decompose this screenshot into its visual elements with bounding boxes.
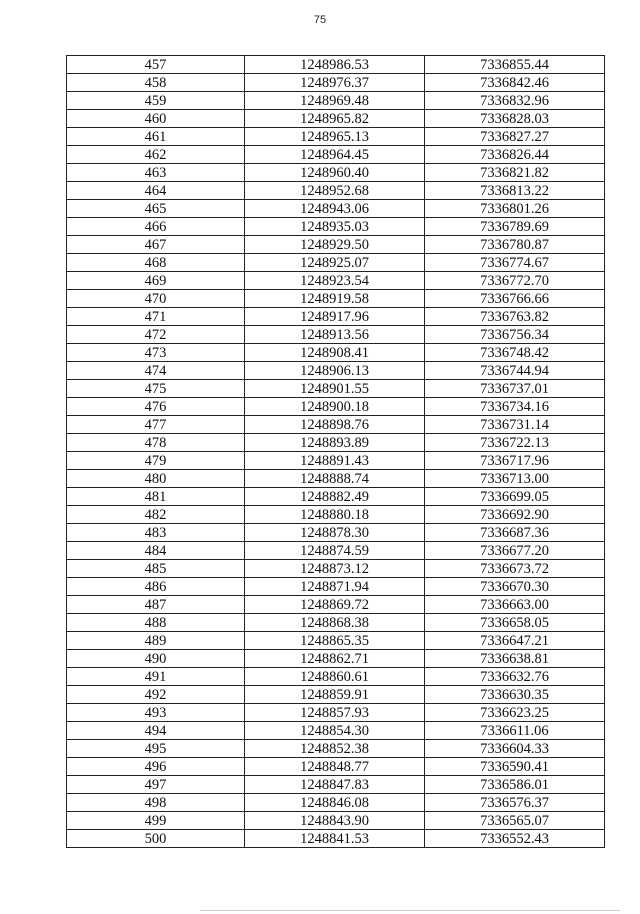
point-number-cell: 499 <box>67 812 245 830</box>
point-number-cell: 489 <box>67 632 245 650</box>
x-coordinate-cell: 1248841.53 <box>245 830 425 848</box>
y-coordinate-cell: 7336780.87 <box>425 236 605 254</box>
table-row <box>67 776 605 794</box>
point-number-cell: 478 <box>67 434 245 452</box>
x-coordinate-cell: 1248976.37 <box>245 74 425 92</box>
x-coordinate-cell: 1248900.18 <box>245 398 425 416</box>
table-row <box>67 434 605 452</box>
y-coordinate-cell: 7336630.35 <box>425 686 605 704</box>
x-coordinate-cell: 1248891.43 <box>245 452 425 470</box>
y-coordinate-cell: 7336734.16 <box>425 398 605 416</box>
point-number-cell: 480 <box>67 470 245 488</box>
x-coordinate-cell: 1248865.35 <box>245 632 425 650</box>
table-row <box>67 506 605 524</box>
y-coordinate-cell: 7336604.33 <box>425 740 605 758</box>
point-number-cell: 458 <box>67 74 245 92</box>
y-coordinate-cell: 7336647.21 <box>425 632 605 650</box>
y-coordinate-cell: 7336789.69 <box>425 218 605 236</box>
table-row <box>67 200 605 218</box>
y-coordinate-cell: 7336699.05 <box>425 488 605 506</box>
table-row <box>67 164 605 182</box>
y-coordinate-cell: 7336673.72 <box>425 560 605 578</box>
x-coordinate-cell: 1248908.41 <box>245 344 425 362</box>
x-coordinate-cell: 1248960.40 <box>245 164 425 182</box>
point-number-cell: 486 <box>67 578 245 596</box>
y-coordinate-cell: 7336632.76 <box>425 668 605 686</box>
table-row <box>67 812 605 830</box>
y-coordinate-cell: 7336552.43 <box>425 830 605 848</box>
x-coordinate-cell: 1248965.13 <box>245 128 425 146</box>
x-coordinate-cell: 1248857.93 <box>245 704 425 722</box>
point-number-cell: 492 <box>67 686 245 704</box>
x-coordinate-cell: 1248860.61 <box>245 668 425 686</box>
y-coordinate-cell: 7336687.36 <box>425 524 605 542</box>
table-row <box>67 128 605 146</box>
point-number-cell: 464 <box>67 182 245 200</box>
point-number-cell: 463 <box>67 164 245 182</box>
y-coordinate-cell: 7336590.41 <box>425 758 605 776</box>
point-number-cell: 474 <box>67 362 245 380</box>
x-coordinate-cell: 1248986.53 <box>245 56 425 74</box>
y-coordinate-cell: 7336774.67 <box>425 254 605 272</box>
x-coordinate-cell: 1248901.55 <box>245 380 425 398</box>
table-row <box>67 146 605 164</box>
y-coordinate-cell: 7336623.25 <box>425 704 605 722</box>
table-row <box>67 686 605 704</box>
y-coordinate-cell: 7336832.96 <box>425 92 605 110</box>
point-number-cell: 481 <box>67 488 245 506</box>
y-coordinate-cell: 7336677.20 <box>425 542 605 560</box>
y-coordinate-cell: 7336638.81 <box>425 650 605 668</box>
table-row <box>67 830 605 848</box>
y-coordinate-cell: 7336855.44 <box>425 56 605 74</box>
point-number-cell: 468 <box>67 254 245 272</box>
table-row <box>67 470 605 488</box>
table-row <box>67 614 605 632</box>
x-coordinate-cell: 1248893.89 <box>245 434 425 452</box>
table-row <box>67 722 605 740</box>
x-coordinate-cell: 1248965.82 <box>245 110 425 128</box>
table-row <box>67 110 605 128</box>
y-coordinate-cell: 7336756.34 <box>425 326 605 344</box>
point-number-cell: 467 <box>67 236 245 254</box>
page-bottom-edge <box>200 910 620 911</box>
x-coordinate-cell: 1248952.68 <box>245 182 425 200</box>
y-coordinate-cell: 7336826.44 <box>425 146 605 164</box>
y-coordinate-cell: 7336611.06 <box>425 722 605 740</box>
x-coordinate-cell: 1248969.48 <box>245 92 425 110</box>
table-row <box>67 542 605 560</box>
y-coordinate-cell: 7336801.26 <box>425 200 605 218</box>
table-row <box>67 632 605 650</box>
point-number-cell: 461 <box>67 128 245 146</box>
point-number-cell: 472 <box>67 326 245 344</box>
x-coordinate-cell: 1248862.71 <box>245 650 425 668</box>
point-number-cell: 494 <box>67 722 245 740</box>
point-number-cell: 469 <box>67 272 245 290</box>
table-row <box>67 416 605 434</box>
y-coordinate-cell: 7336828.03 <box>425 110 605 128</box>
y-coordinate-cell: 7336713.00 <box>425 470 605 488</box>
table-row <box>67 218 605 236</box>
y-coordinate-cell: 7336827.27 <box>425 128 605 146</box>
x-coordinate-cell: 1248882.49 <box>245 488 425 506</box>
x-coordinate-cell: 1248880.18 <box>245 506 425 524</box>
point-number-cell: 459 <box>67 92 245 110</box>
x-coordinate-cell: 1248929.50 <box>245 236 425 254</box>
x-coordinate-cell: 1248964.45 <box>245 146 425 164</box>
y-coordinate-cell: 7336748.42 <box>425 344 605 362</box>
x-coordinate-cell: 1248852.38 <box>245 740 425 758</box>
x-coordinate-cell: 1248906.13 <box>245 362 425 380</box>
table-row <box>67 650 605 668</box>
point-number-cell: 491 <box>67 668 245 686</box>
table-row <box>67 452 605 470</box>
point-number-cell: 460 <box>67 110 245 128</box>
table-row <box>67 362 605 380</box>
x-coordinate-cell: 1248871.94 <box>245 578 425 596</box>
point-number-cell: 462 <box>67 146 245 164</box>
point-number-cell: 496 <box>67 758 245 776</box>
table-row <box>67 236 605 254</box>
coordinate-table-body <box>67 56 605 848</box>
y-coordinate-cell: 7336722.13 <box>425 434 605 452</box>
y-coordinate-cell: 7336717.96 <box>425 452 605 470</box>
y-coordinate-cell: 7336565.07 <box>425 812 605 830</box>
point-number-cell: 466 <box>67 218 245 236</box>
table-row <box>67 92 605 110</box>
x-coordinate-cell: 1248843.90 <box>245 812 425 830</box>
point-number-cell: 495 <box>67 740 245 758</box>
x-coordinate-cell: 1248898.76 <box>245 416 425 434</box>
y-coordinate-cell: 7336586.01 <box>425 776 605 794</box>
point-number-cell: 479 <box>67 452 245 470</box>
x-coordinate-cell: 1248888.74 <box>245 470 425 488</box>
point-number-cell: 497 <box>67 776 245 794</box>
point-number-cell: 498 <box>67 794 245 812</box>
x-coordinate-cell: 1248935.03 <box>245 218 425 236</box>
point-number-cell: 488 <box>67 614 245 632</box>
x-coordinate-cell: 1248846.08 <box>245 794 425 812</box>
x-coordinate-cell: 1248878.30 <box>245 524 425 542</box>
table-row <box>67 254 605 272</box>
table-row <box>67 56 605 74</box>
table-row <box>67 272 605 290</box>
y-coordinate-cell: 7336842.46 <box>425 74 605 92</box>
y-coordinate-cell: 7336670.30 <box>425 578 605 596</box>
table-row <box>67 326 605 344</box>
x-coordinate-cell: 1248943.06 <box>245 200 425 218</box>
x-coordinate-cell: 1248923.54 <box>245 272 425 290</box>
x-coordinate-cell: 1248859.91 <box>245 686 425 704</box>
coordinate-table <box>66 55 605 848</box>
x-coordinate-cell: 1248919.58 <box>245 290 425 308</box>
y-coordinate-cell: 7336731.14 <box>425 416 605 434</box>
y-coordinate-cell: 7336766.66 <box>425 290 605 308</box>
table-row <box>67 308 605 326</box>
point-number-cell: 476 <box>67 398 245 416</box>
table-row <box>67 380 605 398</box>
table-row <box>67 290 605 308</box>
y-coordinate-cell: 7336813.22 <box>425 182 605 200</box>
point-number-cell: 493 <box>67 704 245 722</box>
y-coordinate-cell: 7336663.00 <box>425 596 605 614</box>
point-number-cell: 457 <box>67 56 245 74</box>
y-coordinate-cell: 7336737.01 <box>425 380 605 398</box>
x-coordinate-cell: 1248868.38 <box>245 614 425 632</box>
table-row <box>67 74 605 92</box>
table-row <box>67 704 605 722</box>
point-number-cell: 482 <box>67 506 245 524</box>
point-number-cell: 475 <box>67 380 245 398</box>
point-number-cell: 477 <box>67 416 245 434</box>
x-coordinate-cell: 1248847.83 <box>245 776 425 794</box>
table-row <box>67 182 605 200</box>
table-row <box>67 488 605 506</box>
x-coordinate-cell: 1248854.30 <box>245 722 425 740</box>
point-number-cell: 483 <box>67 524 245 542</box>
x-coordinate-cell: 1248873.12 <box>245 560 425 578</box>
point-number-cell: 465 <box>67 200 245 218</box>
table-row <box>67 560 605 578</box>
point-number-cell: 485 <box>67 560 245 578</box>
x-coordinate-cell: 1248848.77 <box>245 758 425 776</box>
table-row <box>67 596 605 614</box>
x-coordinate-cell: 1248925.07 <box>245 254 425 272</box>
table-row <box>67 344 605 362</box>
table-row <box>67 794 605 812</box>
point-number-cell: 484 <box>67 542 245 560</box>
point-number-cell: 471 <box>67 308 245 326</box>
point-number-cell: 470 <box>67 290 245 308</box>
y-coordinate-cell: 7336744.94 <box>425 362 605 380</box>
table-row <box>67 578 605 596</box>
x-coordinate-cell: 1248917.96 <box>245 308 425 326</box>
table-row <box>67 398 605 416</box>
page-number: 75 <box>313 14 327 26</box>
x-coordinate-cell: 1248913.56 <box>245 326 425 344</box>
point-number-cell: 487 <box>67 596 245 614</box>
point-number-cell: 500 <box>67 830 245 848</box>
point-number-cell: 490 <box>67 650 245 668</box>
y-coordinate-cell: 7336576.37 <box>425 794 605 812</box>
table-row <box>67 758 605 776</box>
table-row <box>67 524 605 542</box>
table-row <box>67 740 605 758</box>
x-coordinate-cell: 1248869.72 <box>245 596 425 614</box>
x-coordinate-cell: 1248874.59 <box>245 542 425 560</box>
y-coordinate-cell: 7336763.82 <box>425 308 605 326</box>
y-coordinate-cell: 7336821.82 <box>425 164 605 182</box>
table-row <box>67 668 605 686</box>
point-number-cell: 473 <box>67 344 245 362</box>
y-coordinate-cell: 7336772.70 <box>425 272 605 290</box>
y-coordinate-cell: 7336658.05 <box>425 614 605 632</box>
y-coordinate-cell: 7336692.90 <box>425 506 605 524</box>
